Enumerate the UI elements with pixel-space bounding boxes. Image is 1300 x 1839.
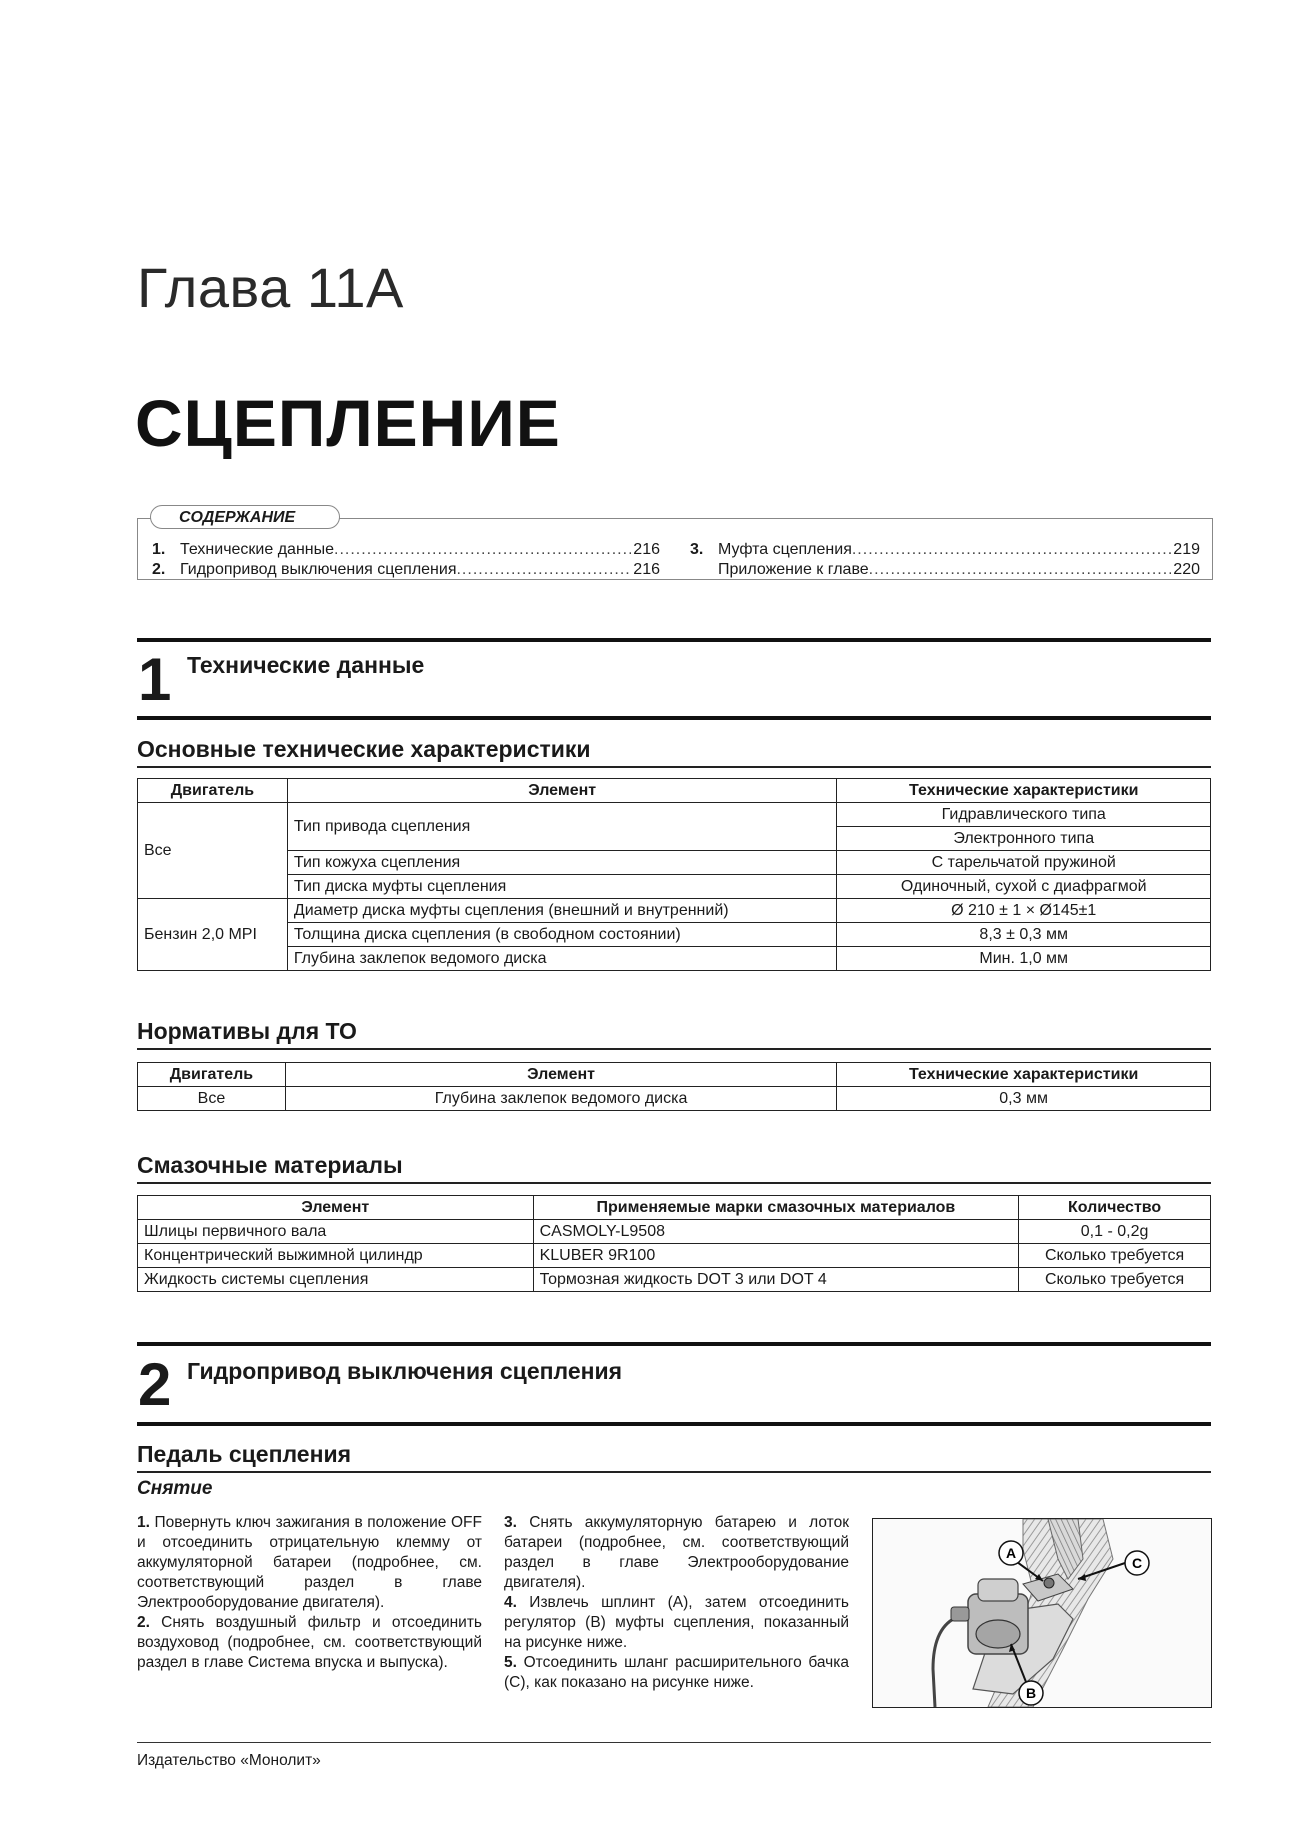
spec-cell: Мин. 1,0 мм xyxy=(837,947,1211,971)
table-row xyxy=(138,1244,1211,1268)
element-cell: Диаметр диска муфты сцепления (внешний и внутренний) xyxy=(287,899,837,923)
element-cell: Тип привода сцепления xyxy=(287,803,837,851)
chapter-label: Глава 11А xyxy=(137,256,404,319)
element-cell: Шлицы первичного вала xyxy=(138,1220,534,1244)
subsection-rule xyxy=(137,766,1211,768)
contents-item-text: Технические данные xyxy=(180,541,335,558)
engine-cell: Все xyxy=(138,1087,286,1111)
spec-cell: С тарельчатой пружиной xyxy=(837,851,1211,875)
step-text: Извлечь шплинт (A), затем отсоединить регулятор (B) муфты сцепления, показанный на рисунке ниже. xyxy=(504,1594,849,1651)
step-number: 5. xyxy=(504,1654,517,1671)
section-number: 1 xyxy=(138,646,172,713)
element-cell: Толщина диска сцепления (в свободном состоянии) xyxy=(287,923,837,947)
subsection-rule xyxy=(137,1471,1211,1473)
step-text: Снять воздушный фильтр и отсоединить воздуховод (подробнее, см. соответствующий раздел в главе Система впуска и выпуска). xyxy=(137,1614,482,1671)
table-row xyxy=(138,923,1211,947)
step-paragraph xyxy=(504,1593,849,1653)
element-cell: Концентрический выжимной цилиндр xyxy=(138,1244,534,1268)
column-header: Двигатель xyxy=(138,1063,286,1087)
contents-item[interactable] xyxy=(690,540,1200,560)
contents-item-page: 219 xyxy=(1173,541,1200,558)
section-divider xyxy=(137,716,1211,720)
page-title: СЦЕПЛЕНИЕ xyxy=(135,386,561,460)
svg-text:A: A xyxy=(1005,1545,1017,1561)
contents-item-text: Приложение к главе xyxy=(718,561,869,578)
qty-cell: Сколько требуется xyxy=(1019,1268,1211,1292)
engine-cell: Все xyxy=(138,803,288,899)
table-row xyxy=(138,851,1211,875)
column-header: Элемент xyxy=(285,1063,836,1087)
table-row xyxy=(138,1268,1211,1292)
subsection-rule xyxy=(137,1048,1211,1050)
contents-item[interactable] xyxy=(690,560,1200,580)
clutch-pedal-figure xyxy=(872,1518,1212,1708)
section-divider xyxy=(137,638,1211,642)
step-text: Повернуть ключ зажигания в положение OFF и отсоединить отрицательную клемму от аккумуляторной батареи (подробнее, см. соответствующий раздел в главе Электрооборудование двигателя). xyxy=(137,1514,482,1611)
element-cell: Жидкость системы сцепления xyxy=(138,1268,534,1292)
step-number: 2. xyxy=(137,1614,150,1631)
table-row xyxy=(138,803,1211,827)
brand-cell: CASMOLY-L9508 xyxy=(533,1220,1019,1244)
svg-text:C: C xyxy=(1131,1555,1143,1571)
step-text: Снять аккумуляторную батарею и лоток батареи (подробнее, см. соответствующий раздел в главе Электрооборудование двигателя). xyxy=(504,1514,849,1591)
table-header-row xyxy=(138,1196,1211,1220)
contents-item-text: Гидропривод выключения сцепления xyxy=(180,561,457,578)
column-header: Двигатель xyxy=(138,779,288,803)
step-number: 4. xyxy=(504,1594,517,1611)
element-cell: Глубина заклепок ведомого диска xyxy=(285,1087,836,1111)
step-paragraph xyxy=(137,1513,482,1613)
text-column-right xyxy=(504,1513,849,1693)
contents-item[interactable] xyxy=(152,540,660,560)
svg-text:B: B xyxy=(1025,1685,1037,1701)
step-text: Отсоединить шланг расширительного бачка (C), как показано на рисунке ниже. xyxy=(504,1654,849,1691)
step-number: 3. xyxy=(504,1514,517,1531)
qty-cell: 0,1 - 0,2g xyxy=(1019,1220,1211,1244)
subsection-rule xyxy=(137,1182,1211,1184)
contents-item-page: 216 xyxy=(633,541,660,558)
table-row xyxy=(138,899,1211,923)
spec-cell: 8,3 ± 0,3 мм xyxy=(837,923,1211,947)
brand-cell: Тормозная жидкость DOT 3 или DOT 4 xyxy=(533,1268,1019,1292)
brand-cell: KLUBER 9R100 xyxy=(533,1244,1019,1268)
footer-rule xyxy=(137,1742,1211,1743)
column-header: Применяемые марки смазочных материалов xyxy=(533,1196,1019,1220)
contents-item-leader xyxy=(456,560,631,580)
main-specs-table xyxy=(137,778,1211,971)
contents-item-num xyxy=(690,560,718,580)
section-number: 2 xyxy=(138,1351,172,1418)
step-paragraph xyxy=(504,1653,849,1693)
spec-cell: Одиночный, сухой с диафрагмой xyxy=(837,875,1211,899)
column-header: Элемент xyxy=(138,1196,534,1220)
contents-item-leader xyxy=(869,560,1172,580)
column-header: Технические характеристики xyxy=(837,1063,1211,1087)
spec-cell: 0,3 мм xyxy=(837,1087,1211,1111)
step-paragraph xyxy=(504,1513,849,1593)
subsection-title: Основные технические характеристики xyxy=(137,736,591,762)
callout-a xyxy=(999,1541,1023,1565)
callout-b xyxy=(1019,1681,1043,1705)
step-number: 1. xyxy=(137,1514,150,1531)
engine-cell: Бензин 2,0 MPI xyxy=(138,899,288,971)
publisher-footer: Издательство «Монолит» xyxy=(137,1752,321,1769)
subsection-title: Смазочные материалы xyxy=(137,1152,403,1178)
contents-item-page: 220 xyxy=(1173,561,1200,578)
element-cell: Глубина заклепок ведомого диска xyxy=(287,947,837,971)
service-table xyxy=(137,1062,1211,1111)
contents-item-num: 2. xyxy=(152,561,166,578)
clutch-pedal-illustration xyxy=(873,1519,1211,1707)
text-column-left xyxy=(137,1513,482,1673)
subsection-title: Нормативы для ТО xyxy=(137,1018,357,1044)
column-header: Элемент xyxy=(287,779,837,803)
section-title: Технические данные xyxy=(187,652,425,678)
lubricants-table xyxy=(137,1195,1211,1292)
contents-item-leader xyxy=(334,540,631,560)
contents-item-num: 3. xyxy=(690,541,704,558)
callout-c xyxy=(1125,1551,1149,1575)
spec-cell: Гидравлического типа xyxy=(837,803,1211,827)
table-row xyxy=(138,875,1211,899)
contents-item-leader xyxy=(852,540,1171,560)
contents-item-num: 1. xyxy=(152,541,166,558)
table-row xyxy=(138,1087,1211,1111)
contents-item[interactable] xyxy=(152,560,660,580)
contents-item-text: Муфта сцепления xyxy=(718,541,852,558)
subsection-title: Педаль сцепления xyxy=(137,1441,352,1467)
column-header: Количество xyxy=(1019,1196,1211,1220)
element-cell: Тип диска муфты сцепления xyxy=(287,875,837,899)
element-cell: Тип кожуха сцепления xyxy=(287,851,837,875)
section-title: Гидропривод выключения сцепления xyxy=(187,1358,623,1384)
table-row xyxy=(138,1220,1211,1244)
step-paragraph xyxy=(137,1613,482,1673)
table-header-row xyxy=(138,779,1211,803)
contents-label: СОДЕРЖАНИЕ xyxy=(150,505,340,529)
spec-cell: Электронного типа xyxy=(837,827,1211,851)
removal-heading: Снятие xyxy=(137,1478,213,1499)
section-divider xyxy=(137,1422,1211,1426)
column-header: Технические характеристики xyxy=(837,779,1211,803)
table-row xyxy=(138,947,1211,971)
section-divider xyxy=(137,1342,1211,1346)
contents-item-page: 216 xyxy=(633,561,660,578)
spec-cell: Ø 210 ± 1 × Ø145±1 xyxy=(837,899,1211,923)
qty-cell: Сколько требуется xyxy=(1019,1244,1211,1268)
table-header-row xyxy=(138,1063,1211,1087)
